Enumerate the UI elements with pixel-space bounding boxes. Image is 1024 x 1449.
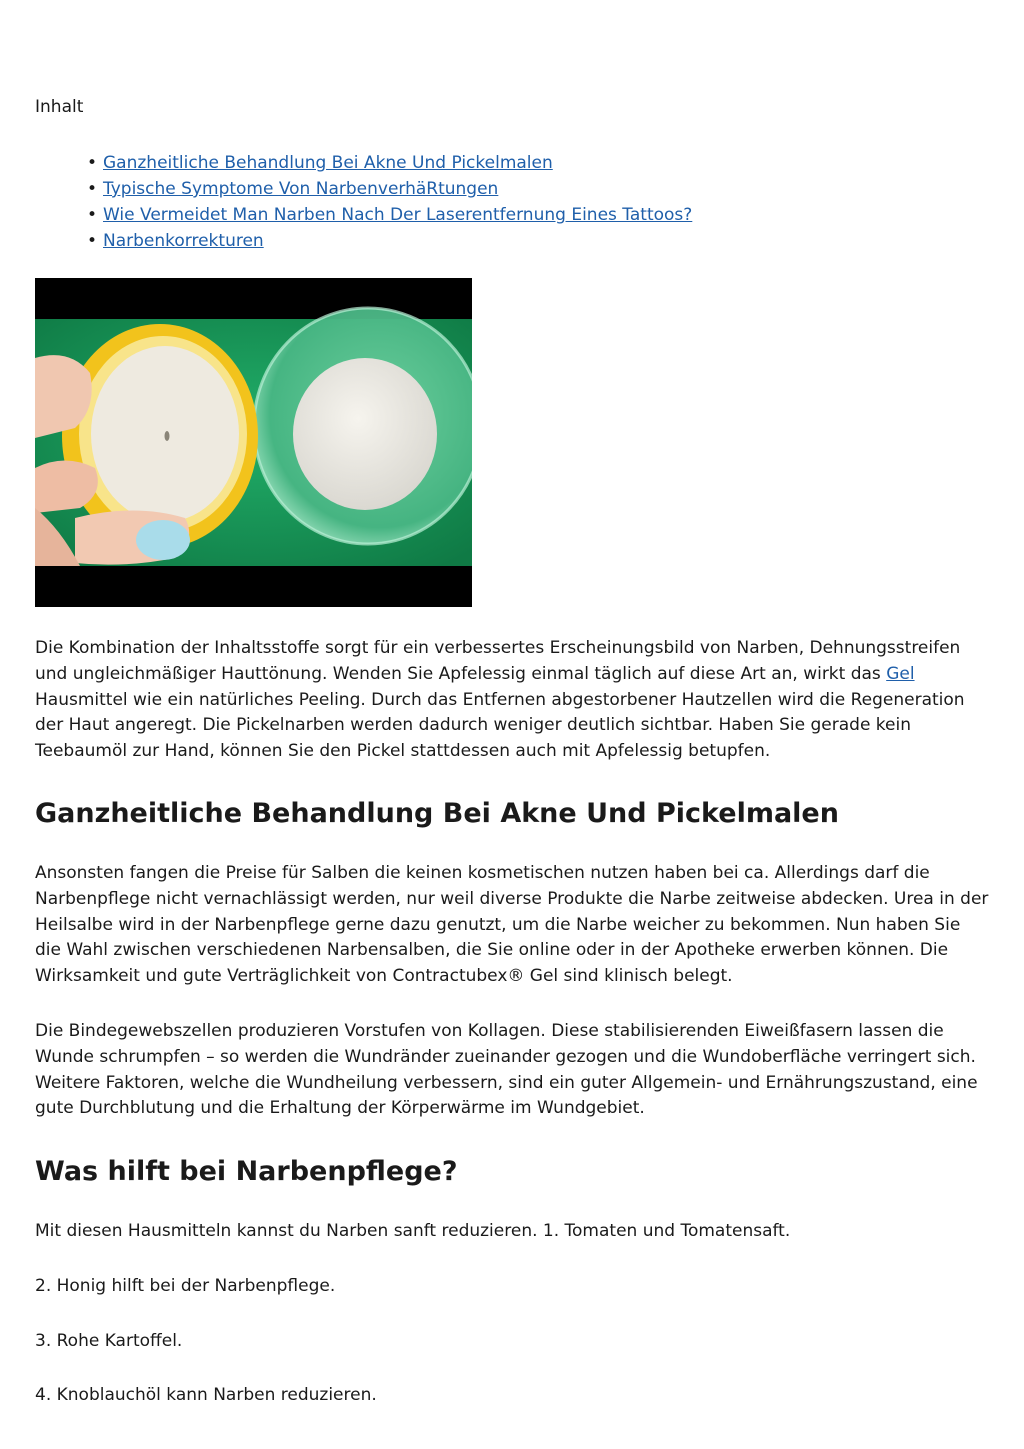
section2-paragraph-1: Mit diesen Hausmitteln kannst du Narben sanft reduzieren. 1. Tomaten und Tomatensaft. <box>35 1221 791 1241</box>
toc-title: Inhalt <box>35 97 84 117</box>
toc-item <box>87 202 692 228</box>
lemon-baking-soda-photo <box>35 278 472 607</box>
section2-paragraph-4: 4. Knoblauchöl kann Narben reduzieren. <box>35 1385 377 1405</box>
section-heading-narbenpflege: Was hilft bei Narbenpflege? <box>35 1156 458 1187</box>
toc-link-narbenkorrekturen[interactable]: Narbenkorrekturen <box>103 231 264 251</box>
toc-link-typische-symptome[interactable]: Typische Symptome Von NarbenverhäRtungen <box>103 179 499 199</box>
section1-paragraph-2: Die Bindegewebszellen produzieren Vorstufen von Kollagen. Diese stabilisierenden Eiweißfasern lassen die Wunde schrumpfen – so werden die Wundränder zueinander gezogen und die Wundoberfläche verringert sich. Weitere Faktoren, welche die Wundheilung verbessern, sind ein guter Allgemein- und Ernährungszustand, eine gute Durchblutung und die Erhaltung der Körperwärme im Wundgebiet. <box>35 1021 978 1119</box>
section2-paragraph-3: 3. Rohe Kartoffel. <box>35 1331 183 1351</box>
bullet-icon: • <box>87 205 98 225</box>
bullet-icon: • <box>87 231 98 251</box>
section-heading-ganzheitliche-behandlung: Ganzheitliche Behandlung Bei Akne Und Pickelmalen <box>35 798 839 829</box>
toc-link-ganzheitliche-behandlung[interactable]: Ganzheitliche Behandlung Bei Akne Und Pickelmalen <box>103 153 553 173</box>
bullet-icon: • <box>87 179 98 199</box>
table-of-contents <box>87 150 692 254</box>
toc-item <box>87 176 692 202</box>
intro-text-end: Hausmittel wie ein natürliches Peeling. Durch das Entfernen abgestorbener Hautzellen wird die Regeneration der Haut angeregt. Die Pickelnarben werden dadurch weniger deutlich sichtbar. Haben Sie gerade kein Teebaumöl zur Hand, können Sie den Pickel stattdessen auch mit Apfelessig betupfen. <box>35 689 965 762</box>
gel-link[interactable]: Gel <box>886 663 915 684</box>
bullet-icon: • <box>87 153 98 173</box>
toc-item <box>87 228 692 254</box>
intro-paragraph <box>35 636 990 765</box>
section2-paragraph-2: 2. Honig hilft bei der Narbenpflege. <box>35 1276 336 1296</box>
toc-item <box>87 150 692 176</box>
section1-paragraph-1: Ansonsten fangen die Preise für Salben die keinen kosmetischen nutzen haben bei ca. Allerdings darf die Narbenpflege nicht vernachlässigt werden, nur weil diverse Produkte die Narbe zeitweise abdecken. Urea in der Heilsalbe wird in der Narbenpflege gerne dazu genutzt, um die Narbe weicher zu bekommen. Nun haben Sie die Wahl zwischen verschiedenen Narbensalben, die Sie online oder in der Apotheke erwerben können. Die Wirksamkeit und gute Verträglichkeit von Contractubex® Gel sind klinisch belegt. <box>35 863 989 987</box>
toc-link-laserentfernung[interactable]: Wie Vermeidet Man Narben Nach Der Laserentfernung Eines Tattoos? <box>103 205 693 225</box>
intro-text-start: Die Kombination der Inhaltsstoffe sorgt für ein verbessertes Erscheinungsbild von Narben, Dehnungsstreifen und ungleichmäßiger Hauttönung. Wenden Sie Apfelessig einmal täglich auf diese Art an, wirkt das <box>35 638 961 684</box>
hero-image <box>35 278 472 607</box>
